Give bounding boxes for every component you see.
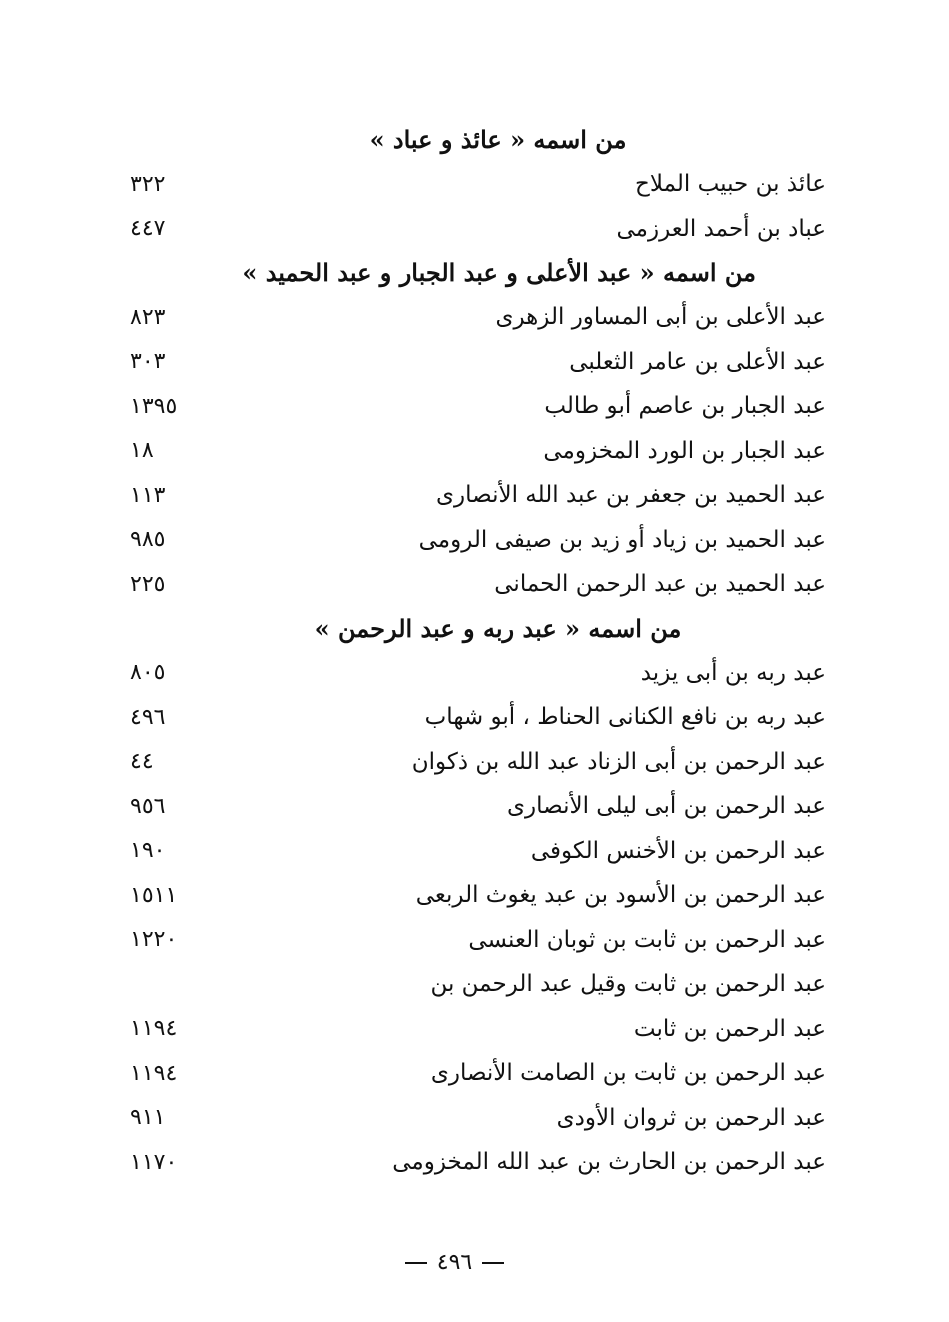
entry-name: عبد الرحمن بن ثروان الأودى: [556, 1104, 826, 1131]
index-entry: [130, 473, 826, 518]
index-entry: [130, 207, 826, 252]
index-entry: [130, 695, 826, 740]
index-entry: [130, 384, 826, 429]
entry-page-number: ٨٠٥: [130, 660, 166, 686]
entry-page-number: ١٣٩٥: [130, 393, 178, 419]
entry-page-number: ٤٤: [130, 749, 154, 775]
entry-page-number: ٩١١: [130, 1105, 166, 1131]
index-entry: [130, 562, 826, 607]
entry-page-number: ١١٧٠: [130, 1149, 178, 1175]
entry-page-number: ١٢٢٠: [130, 927, 178, 953]
index-entry: [130, 918, 826, 963]
section-heading-abd-rabbih: من اسمه « عبد ربه و عبد الرحمن »: [314, 613, 682, 643]
entry-name: عبد الرحمن بن ثابت بن ثوبان العنسى: [468, 926, 826, 953]
entry-name: عبد الرحمن بن الحارث بن عبد الله المخزومى: [392, 1149, 826, 1176]
footer-page-number: ٤٩٦: [436, 1250, 473, 1275]
entry-name: عبد الحميد بن زياد أو زيد بن صيفى الرومى: [418, 526, 826, 553]
entry-page-number: ٨٢٣: [130, 304, 166, 330]
index-entry: [130, 873, 826, 918]
entry-page-number: ٤٩٦: [130, 704, 166, 730]
entry-page-number: ١٩٠: [130, 838, 166, 864]
entry-page-number: ١١٩٤: [130, 1016, 178, 1042]
entry-name: عبد الرحمن بن الأخنس الكوفى: [530, 837, 826, 864]
entry-page-number: ٢٢٥: [130, 571, 166, 597]
entry-name: عبد ربه بن نافع الكنانى الحناط ، أبو شهاب: [424, 704, 826, 731]
entry-name: عبد الجبار بن الورد المخزومى: [543, 437, 826, 464]
entry-page-number: ٩٨٥: [130, 527, 166, 553]
entry-name: عبد الرحمن بن ثابت وقيل عبد الرحمن بن: [430, 971, 826, 998]
index-content: [130, 118, 826, 1185]
entry-name: عبد الجبار بن عاصم أبو طالب: [544, 393, 826, 420]
entry-name: عبد الحميد بن جعفر بن عبد الله الأنصارى: [436, 482, 826, 509]
entry-page-number: ١١٣: [130, 482, 166, 508]
index-entry: [130, 651, 826, 696]
entry-name: عبد الرحمن بن ثابت: [633, 1015, 826, 1042]
entry-name: عبد ربه بن أبى يزيد: [640, 659, 826, 686]
index-entry: [130, 1140, 826, 1185]
index-entry: [130, 740, 826, 785]
entry-name: عباد بن أحمد العرزمى: [616, 215, 826, 242]
entry-name: عبد الأعلى بن عامر الثعلبى: [569, 348, 826, 375]
index-entry: [130, 962, 826, 1007]
entry-name: عبد الرحمن بن أبى ليلى الأنصارى: [507, 793, 826, 820]
section-heading-abd-alala: من اسمه « عبد الأعلى و عبد الجبار و عبد الحميد »: [242, 258, 756, 287]
footer-dash-right: [482, 1262, 504, 1264]
index-entry: [130, 1096, 826, 1141]
entry-page-number: ١١٩٤: [130, 1060, 178, 1086]
entry-name: عبد الأعلى بن أبى المساور الزهرى: [495, 304, 826, 331]
index-entry: [130, 1051, 826, 1096]
entry-name: عبد الرحمن بن أبى الزناد عبد الله بن ذكوان: [411, 748, 826, 775]
page-footer: [0, 1250, 949, 1275]
entry-name: عبد الحميد بن عبد الرحمن الحمانى: [494, 571, 826, 598]
section-heading-aidh-abbad: من اسمه « عائذ و عباد »: [369, 125, 627, 154]
entry-name: عائذ بن حبيب الملاح: [635, 171, 826, 198]
entry-name: عبد الرحمن بن الأسود بن عبد يغوث الربعى: [415, 882, 826, 909]
index-entry: [130, 429, 826, 474]
entry-page-number: ١٥١١: [130, 882, 178, 908]
index-entry: [130, 518, 826, 563]
index-entry: [130, 829, 826, 874]
footer-dash-left: [405, 1262, 427, 1264]
entry-page-number: ١٨: [130, 438, 154, 464]
index-entry: [130, 295, 826, 340]
index-entry: [130, 340, 826, 385]
entry-page-number: ٤٤٧: [130, 216, 166, 242]
index-entry: [130, 1007, 826, 1052]
entry-page-number: ٣٢٢: [130, 171, 166, 197]
entry-name: عبد الرحمن بن ثابت بن الصامت الأنصارى: [430, 1060, 826, 1087]
entry-page-number: ٣٠٣: [130, 349, 166, 375]
entry-page-number: ٩٥٦: [130, 793, 166, 819]
index-entry: [130, 784, 826, 829]
index-entry: [130, 162, 826, 207]
